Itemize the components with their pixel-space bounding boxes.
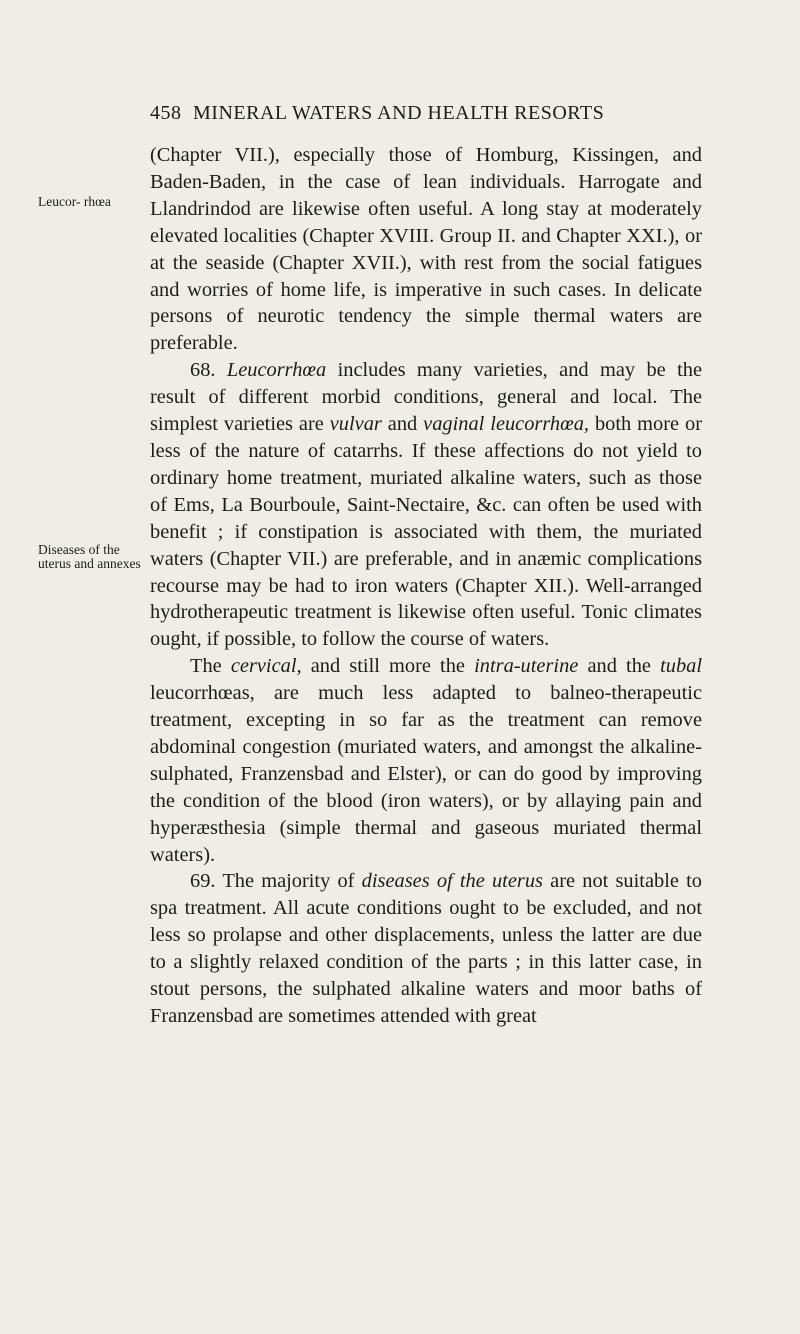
italic-term: Leucorrhœa: [226, 359, 327, 382]
italic-term: cervical,: [230, 655, 302, 678]
text-segment: (Chapter VII.), especially those of Homburg, Kissingen, and Baden-Baden, in the case of lean individuals. Harrogate and Llandrindod are likewise often useful. A long stay at moderately elevated localities (Chapter XVIII. Group II. and Chapter XXI.), or at the seaside (Chapter XVII.), with rest from the social fatigues and worries of home life, is imperative in such cases. In delicate persons of neurotic tendency the simple thermal waters are preferable.: [150, 144, 702, 355]
running-title: MINERAL WATERS AND HEALTH RESORTS: [193, 102, 605, 124]
text-segment: includes many varieties, and may be the result of different morbid conditions, general and local. The simplest varieties are: [150, 359, 702, 436]
text-segment: both more or less of the nature of catarrhs. If these affections do not yield to ordinary home treatment, muriated alkaline waters, such as those of Ems, La Bourboule, Saint-Nectaire, &c. can often be used with benefit ; if constipation is associated with them, the muriated waters (Chapter VII.) are preferable, and in anæmic complications recourse may be had to iron waters (Chapter XII.). Well-arranged hydrotherapeutic treatment is likewise often useful. Tonic climates ought, if possible, to follow the course of waters.: [150, 413, 702, 651]
page-number: 458: [150, 102, 182, 124]
text-segment: are not suitable to spa treatment. All acute conditions ought to be excluded, and not less so prolapse and other displacements, unless the latter are due to a slightly relaxed condition of the parts ; in this latter case, in stout persons, the sulphated alkaline waters and moor baths of Franzensbad are sometimes attended with great: [150, 870, 702, 1027]
italic-term: diseases of the uterus: [361, 870, 543, 893]
text-segment: and still more the: [301, 655, 475, 678]
paragraph-leucorrhoea: [150, 357, 702, 653]
paragraph-cervical: [150, 653, 702, 868]
italic-term: vulvar: [329, 413, 382, 436]
text-segment: and the: [578, 655, 661, 678]
italic-term: intra-uterine: [474, 655, 579, 678]
text-segment: leucorrhœas, are much less adapted to balneo-therapeutic treatment, excepting in so far as the treatment can remove abdominal congestion (muriated waters, and amongst the alkaline-sulphated, Franzensbad and Elster), or can do good by improving the condition of the blood (iron waters), or by allaying pain and hyperæsthesia (simple thermal and gaseous muriated thermal waters).: [150, 682, 702, 866]
paragraph: [150, 142, 702, 357]
text-segment: 69. The majority of: [190, 870, 362, 893]
margin-note-diseases-uterus: Diseases of the uterus and annexes: [38, 542, 141, 571]
margin-note-leucorrhoea: Leucor- rhœa: [38, 194, 111, 209]
text-segment: 68.: [190, 359, 227, 382]
italic-term: tubal: [660, 655, 702, 678]
text-segment: and: [381, 413, 424, 436]
body-text: [150, 142, 702, 1030]
running-header: [150, 102, 690, 125]
paragraph-uterus: [150, 868, 702, 1029]
italic-term: vaginal leucorrhœa,: [423, 413, 590, 436]
text-segment: The: [190, 655, 231, 678]
